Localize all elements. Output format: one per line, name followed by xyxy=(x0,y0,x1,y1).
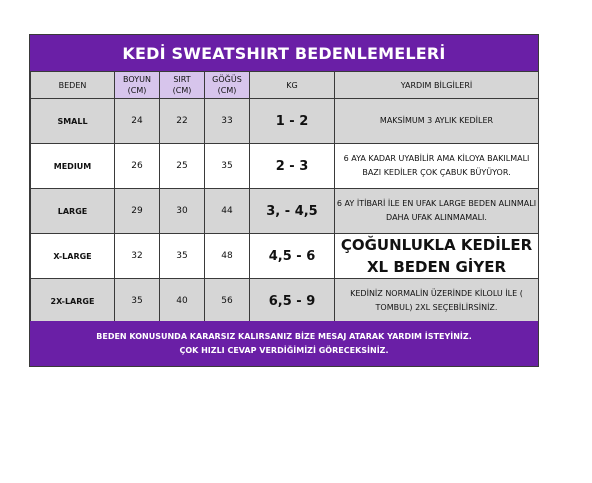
cell-sirt: 35 xyxy=(160,234,205,279)
help-line-2: DAHA UFAK ALINMAMALI. xyxy=(386,213,487,222)
header-boyun-label: BOYUN xyxy=(123,75,151,84)
chart-title: KEDİ SWEATSHIRT BEDENLEMELERİ xyxy=(30,35,538,71)
header-boyun xyxy=(115,72,160,99)
cell-kg: 3, - 4,5 xyxy=(250,189,335,234)
cell-help xyxy=(335,279,539,324)
cell-kg: 1 - 2 xyxy=(250,99,335,144)
cell-gogus: 56 xyxy=(205,279,250,324)
help-line-2: TOMBUL) 2XL SEÇEBİLİRSİNİZ. xyxy=(375,303,498,312)
cell-boyun: 26 xyxy=(115,144,160,189)
header-yardim: YARDIM BİLGİLERİ xyxy=(335,72,539,99)
help-line-1: MAKSİMUM 3 AYLIK KEDİLER xyxy=(379,116,494,125)
cell-kg: 2 - 3 xyxy=(250,144,335,189)
header-sirt xyxy=(160,72,205,99)
header-gogus-label: GÖĞÜS xyxy=(212,75,242,84)
cell-sirt: 40 xyxy=(160,279,205,324)
header-row xyxy=(31,72,539,99)
size-chart xyxy=(29,34,539,367)
table-row xyxy=(31,189,539,234)
header-sirt-unit: (CM) xyxy=(172,86,192,95)
cell-boyun: 32 xyxy=(115,234,160,279)
help-line-1: ÇOĞUNLUKLA KEDİLER xyxy=(340,236,533,254)
header-beden: BEDEN xyxy=(31,72,115,99)
cell-help xyxy=(335,189,539,234)
footer-line-2: ÇOK HIZLI CEVAP VERDİĞİMİZİ GÖRECEKSİNİZ. xyxy=(179,345,389,355)
cell-kg: 4,5 - 6 xyxy=(250,234,335,279)
table-row xyxy=(31,99,539,144)
cell-gogus: 33 xyxy=(205,99,250,144)
table-row xyxy=(31,234,539,279)
header-sirt-label: SIRT xyxy=(173,75,191,84)
cell-gogus: 35 xyxy=(205,144,250,189)
cell-boyun: 24 xyxy=(115,99,160,144)
table-row xyxy=(31,144,539,189)
cell-gogus: 44 xyxy=(205,189,250,234)
footer-line-1: BEDEN KONUSUNDA KARARSIZ KALIRSANIZ BİZE MESAJ ATARAK YARDIM İSTEYİNİZ. xyxy=(96,331,472,341)
header-gogus xyxy=(205,72,250,99)
footer-note xyxy=(30,321,538,366)
help-line-1: 6 AYA KADAR UYABİLİR AMA KİLOYA BAKILMALI xyxy=(343,154,530,163)
cell-boyun: 35 xyxy=(115,279,160,324)
cell-help xyxy=(335,234,539,279)
cell-help xyxy=(335,99,539,144)
size-table xyxy=(30,71,539,324)
cell-sirt: 25 xyxy=(160,144,205,189)
cell-kg: 6,5 - 9 xyxy=(250,279,335,324)
header-gogus-unit: (CM) xyxy=(217,86,237,95)
cell-beden: LARGE xyxy=(31,189,115,234)
help-line-1: KEDİNİZ NORMALİN ÜZERİNDE KİLOLU İLE ( xyxy=(350,289,523,298)
help-line-2: XL BEDEN GİYER xyxy=(366,258,507,276)
cell-boyun: 29 xyxy=(115,189,160,234)
header-kg: KG xyxy=(250,72,335,99)
cell-help xyxy=(335,144,539,189)
cell-beden: 2X-LARGE xyxy=(31,279,115,324)
help-line-2: BAZI KEDİLER ÇOK ÇABUK BÜYÜYOR. xyxy=(362,168,511,177)
cell-beden: SMALL xyxy=(31,99,115,144)
help-line-1: 6 AY İTİBARİ İLE EN UFAK LARGE BEDEN ALINMALI xyxy=(336,199,537,208)
cell-beden: MEDIUM xyxy=(31,144,115,189)
cell-sirt: 30 xyxy=(160,189,205,234)
cell-gogus: 48 xyxy=(205,234,250,279)
table-row xyxy=(31,279,539,324)
header-boyun-unit: (CM) xyxy=(127,86,147,95)
cell-beden: X-LARGE xyxy=(31,234,115,279)
cell-sirt: 22 xyxy=(160,99,205,144)
